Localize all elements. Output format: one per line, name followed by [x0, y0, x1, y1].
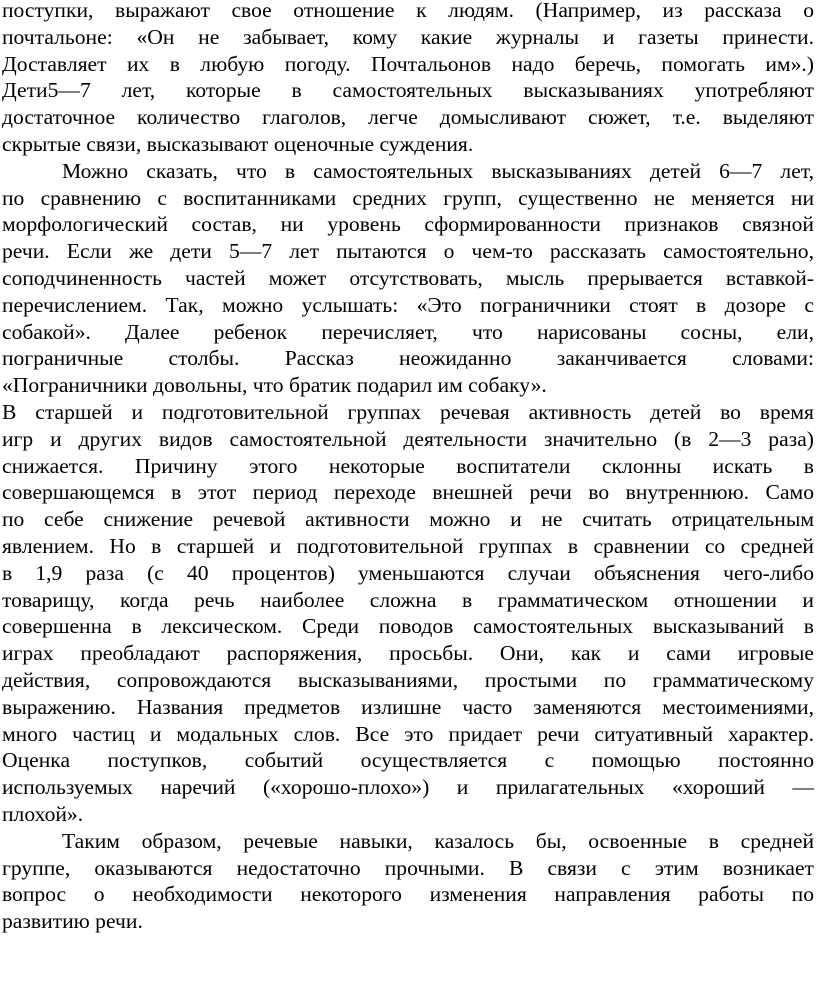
text-line: выражению. Названия предметов излишне часто заменяются местоимениями, [2, 694, 814, 719]
text-line: достаточное количество глаголов, легче домысливают сюжет, т.е. выделяют [2, 105, 814, 130]
text-line: вопрос о необходимости некоторого изменения направления работы по [2, 882, 814, 907]
text-line: морфологический состав, ни уровень сформированности признаков связной [2, 212, 814, 237]
text-line: много частиц и модальных слов. Все это придает речи ситуативный характер. [2, 721, 814, 746]
text-line: Таким образом, речевые навыки, казалось бы, освоенные в средней [62, 828, 814, 853]
paragraph-1 [2, 0, 814, 158]
text-line: развитию речи. [2, 909, 143, 934]
paragraph-4 [2, 828, 814, 935]
text-line: используемых наречий («хорошо-плохо») и прилагательных «хороший — [2, 775, 814, 800]
text-line: снижается. Причину этого некоторые воспитатели склонны искать в [2, 453, 814, 478]
text-line: собакой». Далее ребенок перечисляет, что нарисованы сосны, ели, [2, 319, 814, 344]
text-line: по себе снижение речевой активности можно и не считать отрицательным [2, 507, 814, 532]
text-line: действия, сопровождаются высказываниями, простыми по грамматическому [2, 667, 814, 692]
text-line: Доставляет их в любую погоду. Почтальонов надо беречь, помогать им».) [2, 51, 814, 76]
text-line: почтальоне: «Он не забывает, кому какие журналы и газеты принести. [2, 24, 814, 49]
text-line: В старшей и подготовительной группах речевая активность детей во время [2, 399, 814, 424]
text-line: скрытые связи, высказывают оценочные суждения. [2, 131, 474, 156]
text-line: соподчиненность частей может отсутствовать, мысль прерывается вставкой- [2, 265, 814, 290]
text-line: плохой». [2, 801, 84, 826]
paragraph-3 [2, 399, 814, 828]
text-line: игр и других видов самостоятельной деятельности значительно (в 2—3 раза) [2, 426, 814, 451]
text-line: пограничные столбы. Рассказ неожиданно заканчивается словами: [2, 346, 814, 371]
text-line: по сравнению с воспитанниками средних групп, существенно не меняется ни [2, 185, 814, 210]
paragraph-2 [2, 158, 814, 399]
text-line: поступки, выражают свое отношение к людям. (Например, из рассказа о [2, 0, 814, 22]
text-line: совершенна в лексическом. Среди поводов самостоятельных высказываний в [2, 614, 814, 639]
text-line: Дети5—7 лет, которые в самостоятельных высказываниях употребляют [2, 78, 814, 103]
text-line: совершающемся в этот период переходе внешней речи во внутреннюю. Само [2, 480, 814, 505]
text-line: в 1,9 раза (с 40 процентов) уменьшаются случаи объяснения чего-либо [2, 560, 814, 585]
document-page [2, 0, 814, 935]
text-line: товарищу, когда речь наиболее сложна в грамматическом отношении и [2, 587, 814, 612]
text-line: «Пограничники довольны, что братик подарил им собаку». [2, 373, 547, 398]
text-line: Можно сказать, что в самостоятельных высказываниях детей 6—7 лет, [62, 158, 814, 183]
text-line: группе, оказываются недостаточно прочными. В связи с этим возникает [2, 855, 814, 880]
text-line: явлением. Но в старшей и подготовительной группах в сравнении со средней [2, 533, 814, 558]
text-line: играх преобладают распоряжения, просьбы. Они, как и сами игровые [2, 641, 814, 666]
text-line: Оценка поступков, событий осуществляется с помощью постоянно [2, 748, 814, 773]
text-line: речи. Если же дети 5—7 лет пытаются о чем-то рассказать самостоятельно, [2, 239, 814, 264]
text-line: перечислением. Так, можно услышать: «Это пограничники стоят в дозоре с [2, 292, 814, 317]
